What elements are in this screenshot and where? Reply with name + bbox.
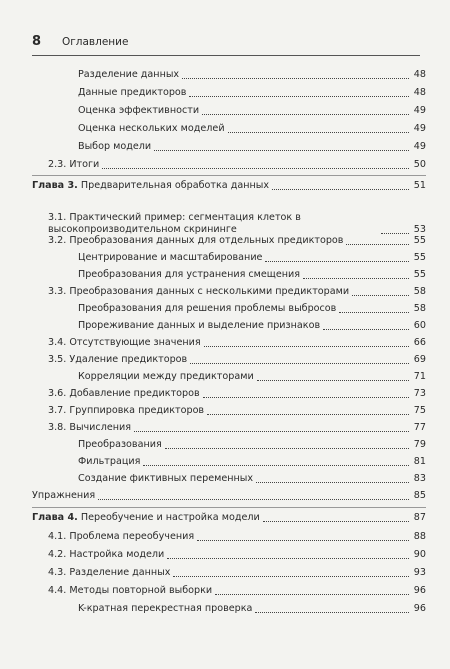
toc-entry: Выбор модели 49: [78, 141, 426, 152]
toc-entry: 3.3. Преобразования данных с несколькими предикторами 58: [48, 286, 426, 297]
running-title: Оглавление: [62, 36, 129, 48]
toc-entry: Разделение данных 48: [78, 69, 426, 80]
toc-chapter: Глава 3. Предварительная обработка данных 51: [32, 180, 426, 191]
toc-entry: 3.7. Группировка предикторов 75: [48, 405, 426, 416]
toc-entry: Прореживание данных и выделение признаков 60: [78, 320, 426, 331]
toc-chapter: Глава 4. Переобучение и настройка модели 87: [32, 512, 426, 523]
toc-entry: 3.8. Вычисления 77: [48, 422, 426, 433]
toc-entry: Корреляции между предикторами 71: [78, 371, 426, 382]
toc-entry: 2.3. Итоги 50: [48, 159, 426, 170]
toc-entry: 3.1. Практический пример: сегментация клеток в высокопроизводительном скрининге 53: [48, 212, 426, 235]
chapter-divider: [32, 175, 426, 176]
toc-entry: 3.4. Отсутствующие значения 66: [48, 337, 426, 348]
toc-entry: Фильтрация 81: [78, 456, 426, 467]
chapter-divider: [32, 507, 426, 508]
toc-entry: 3.2. Преобразования данных для отдельных предикторов 55: [48, 235, 426, 246]
toc-entry: Оценка нескольких моделей 49: [78, 123, 426, 134]
page-header: [32, 34, 420, 56]
toc-entry: Упражнения 85: [32, 490, 426, 501]
toc-entry: Создание фиктивных переменных 83: [78, 473, 426, 484]
toc-entry: 3.6. Добавление предикторов 73: [48, 388, 426, 399]
toc-entry: 4.1. Проблема переобучения 88: [48, 531, 426, 542]
toc-entry: 3.5. Удаление предикторов 69: [48, 354, 426, 365]
page-number: 8: [32, 34, 42, 49]
toc-entry: Преобразования для решения проблемы выбросов 58: [78, 303, 426, 314]
toc-entry: Центрирование и масштабирование 55: [78, 252, 426, 263]
toc-entry: 4.4. Методы повторной выборки 96: [48, 585, 426, 596]
toc-entry: 4.3. Разделение данных 93: [48, 567, 426, 578]
toc-entry: Преобразования 79: [78, 439, 426, 450]
toc-entry: Оценка эффективности 49: [78, 105, 426, 116]
toc-entry: Данные предикторов 48: [78, 87, 426, 98]
toc-entry: Преобразования для устранения смещения 55: [78, 269, 426, 280]
toc-entry: 4.2. Настройка модели 90: [48, 549, 426, 560]
toc-entry: K-кратная перекрестная проверка 96: [78, 603, 426, 614]
